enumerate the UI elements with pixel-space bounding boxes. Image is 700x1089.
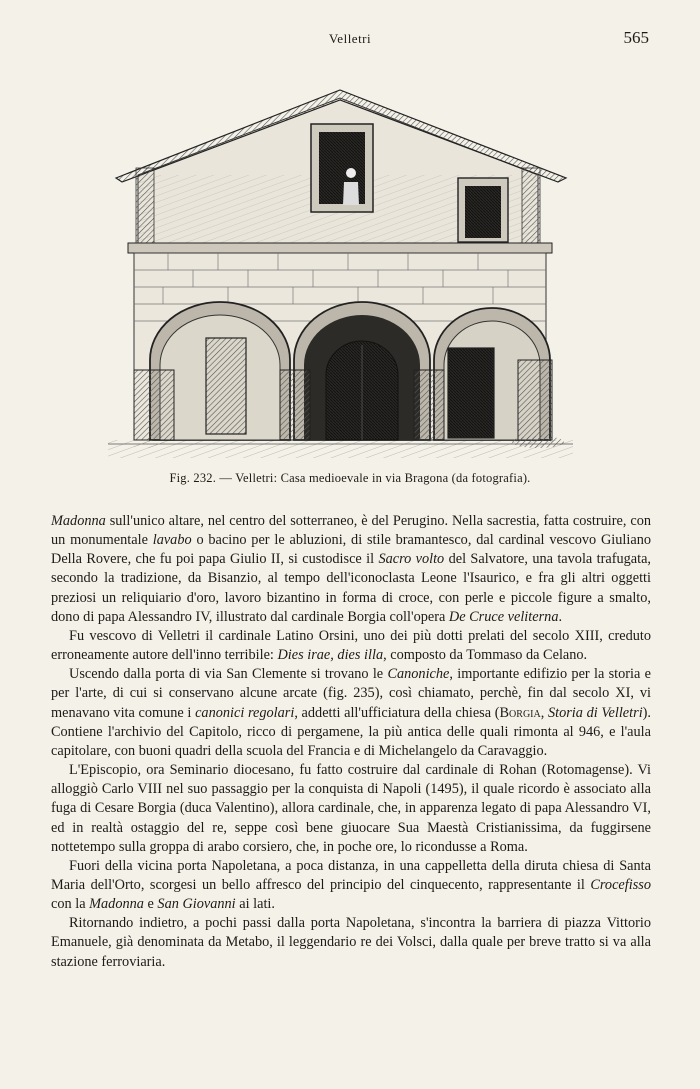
small-caps-text: Borgia bbox=[499, 704, 541, 721]
italic-text: Sacro volto bbox=[378, 551, 445, 568]
text-run: del Salvatore, una tavola trafugata, secondo la tradizione, da Bisanzio, al tempo dell'iconoclasta Leone l'Isaurico, e fra gli altri oggetti preziosi un reliquiario d'oro, lavoro bizantino in forma di croce, con perle e piccole figure a smalto, dono di papa Alessandro IV, illustrato dal cardinale Borgia coll'opera bbox=[51, 551, 651, 625]
medieval-house-engraving bbox=[108, 60, 573, 460]
page-number: 565 bbox=[623, 28, 649, 47]
text-run: . bbox=[558, 608, 563, 625]
text-run: , addetti all'ufficiatura della chiesa ( bbox=[294, 704, 500, 721]
italic-text: Madonna bbox=[51, 513, 106, 529]
running-title: Velletri bbox=[328, 31, 372, 46]
text-run: con la bbox=[51, 896, 90, 913]
paragraph bbox=[51, 512, 651, 627]
italic-text: De Cruce veliterna bbox=[448, 608, 559, 625]
text-run: Fu vescovo di Velletri il cardinale Latino Orsini, uno dei più dotti prelati del secolo XIII, creduto erroneamente autore dell'inno terribile: bbox=[51, 627, 651, 664]
italic-text: Dies irae, dies illa bbox=[277, 647, 384, 664]
figure-caption: Fig. 232. — Velletri: Casa medioevale in via Bragona (da fotografia). bbox=[169, 471, 531, 485]
italic-text: canonici regolari bbox=[195, 704, 295, 721]
italic-text: San Giovanni bbox=[157, 896, 236, 913]
figure-illustration bbox=[108, 60, 573, 460]
italic-text: Crocefisso bbox=[590, 876, 651, 893]
text-run: L'Episcopio, ora Seminario diocesano, fu fatto costruire dal cardinale di Rohan (Rotomagense). Vi alloggiò Carlo VIII nel suo passaggio per la conquista di Napoli (1495), il quale ricordo è associato alla fuga di Cesare Borgia (duca Valentino), allora cardinale, che, in apparenza legato di papa Alessandro VI, ed in realtà ostaggio del re, seppe così bene giuocare Sua Maestà Cristianissima, da fuggirsene nottetempo sulla groppa di arabo corsiero, che, in poche ore, lo ricondusse a Roma. bbox=[51, 762, 651, 855]
paragraph bbox=[51, 857, 651, 914]
paragraph bbox=[51, 761, 651, 857]
italic-text: lavabo bbox=[152, 532, 192, 549]
text-run: Uscendo dalla porta di via San Clemente si trovano le bbox=[69, 666, 388, 683]
italic-text: Canoniche bbox=[387, 666, 450, 683]
text-run: , bbox=[540, 704, 548, 721]
text-run: Ritornando indietro, a pochi passi dalla porta Napoletana, s'incontra la barriera di piazza Vittorio Emanuele, già denominata da Metabo, il leggendario re dei Volsci, dalla quale per breve tratto si va alla stazione ferroviaria. bbox=[51, 915, 651, 970]
text-run: e bbox=[143, 896, 158, 913]
text-run: ). Contiene l'archivio del Capitolo, ricco di pergamene, la più antica delle quali rimonta al 946, e l'aula capitolare, con buoni quadri della scuola del Francia e di Michelangelo da Caravaggio. bbox=[51, 704, 652, 759]
text-run: , importante edifizio per la storia e per l'arte, di cui si conservano alcune arcate (fig. 235), così chiamato, perchè, fin dal secolo XI, vi menavano vita comune i bbox=[51, 666, 651, 721]
text-run: o bacino per le abluzioni, di stile bramantesco, dal cardinal vescovo Giuliano Della Rovere, che fu poi papa Giulio II, si custodisce il bbox=[51, 532, 651, 568]
italic-text: Madonna bbox=[89, 896, 144, 913]
paragraph bbox=[51, 627, 651, 665]
text-run: , composto da Tommaso da Celano. bbox=[383, 647, 588, 664]
body-text bbox=[51, 512, 651, 972]
paragraph bbox=[51, 665, 651, 761]
text-run: Fuori della vicina porta Napoletana, a poca distanza, in una cappelletta della diruta chiesa di Santa Maria dell'Orto, scorgesi un bello affresco del principio del cinquecento, rappresentante il bbox=[51, 857, 651, 893]
text-run: sull'unico altare, nel centro del sotterraneo, è del Perugino. Nella sacrestia, fatta costruire, con un monumentale bbox=[51, 513, 651, 549]
page-header bbox=[0, 28, 700, 54]
italic-text: Storia di Velletri bbox=[547, 704, 643, 721]
text-run: ai lati. bbox=[235, 896, 275, 913]
paragraph bbox=[51, 914, 651, 971]
